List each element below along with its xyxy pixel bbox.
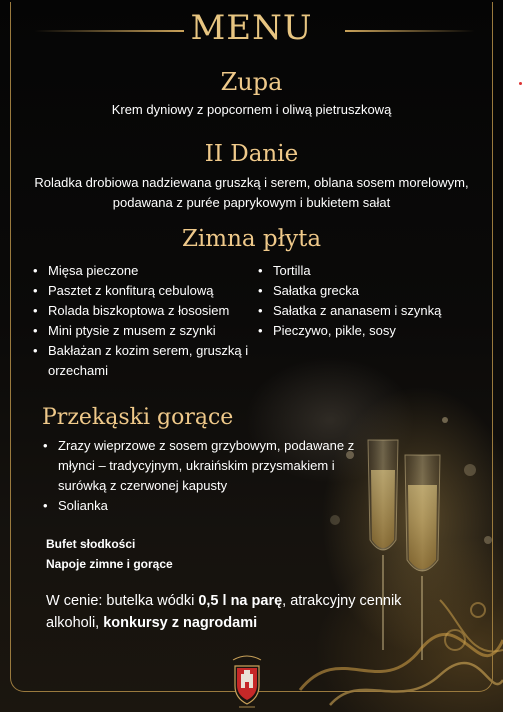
list-item: • Pasztet z konfiturą cebulową — [30, 281, 260, 301]
price-note — [46, 590, 446, 634]
section-danie-heading: II Danie — [204, 141, 299, 167]
bufet-label: Bufet słodkości — [46, 537, 136, 551]
section-zimna-heading: Zimna płyta — [181, 226, 322, 252]
danie-line-2: podawana z purée paprykowym i bukietem sałat — [112, 195, 391, 210]
zimna-list-left — [30, 261, 260, 381]
danie-line-1: Roladka drobiowa nadziewana gruszką i serem, oblana sosem morelowym, — [34, 175, 469, 190]
crest-icon — [227, 652, 267, 710]
list-item: • Pieczywo, pikle, sosy — [255, 321, 485, 341]
price-text-2: , atrakcyjny cennik alkoholi, — [46, 593, 402, 631]
price-highlight-1: 0,5 l na parę — [198, 593, 283, 609]
list-item: • Bakłażan z kozim serem, gruszką i orzechami — [30, 341, 253, 381]
zupa-text: Krem dyniowy z popcornem i oliwą pietruszkową — [111, 102, 392, 117]
section-przekaski-heading: Przekąski gorące — [42, 405, 234, 430]
list-item: • Mięsa pieczone — [30, 261, 260, 281]
menu-title: MENU — [190, 8, 313, 48]
price-highlight-2: konkursy z nagrodami — [103, 615, 258, 631]
list-item: • Mini ptysie z musem z szynki — [30, 321, 260, 341]
price-text-1: W cenie: butelka wódki — [46, 593, 199, 609]
list-item: • Sałatka grecka — [255, 281, 485, 301]
napoje-label: Napoje zimne i gorące — [46, 557, 173, 571]
list-item: • Zrazy wieprzowe z sosem grzybowym, podawane z młynci – tradycyjnym, ukraińskim przysmakiem i surówką z czerwonej kapusty — [40, 436, 358, 496]
przekaski-list — [40, 436, 360, 516]
red-dot-mark — [519, 82, 522, 85]
section-zupa-heading: Zupa — [220, 68, 283, 96]
zimna-list-right — [255, 261, 485, 341]
list-item: • Tortilla — [255, 261, 485, 281]
list-item: • Sałatka z ananasem i szynką — [255, 301, 485, 321]
list-item: • Rolada biszkoptowa z łososiem — [30, 301, 260, 321]
list-item: • Solianka — [40, 496, 360, 516]
